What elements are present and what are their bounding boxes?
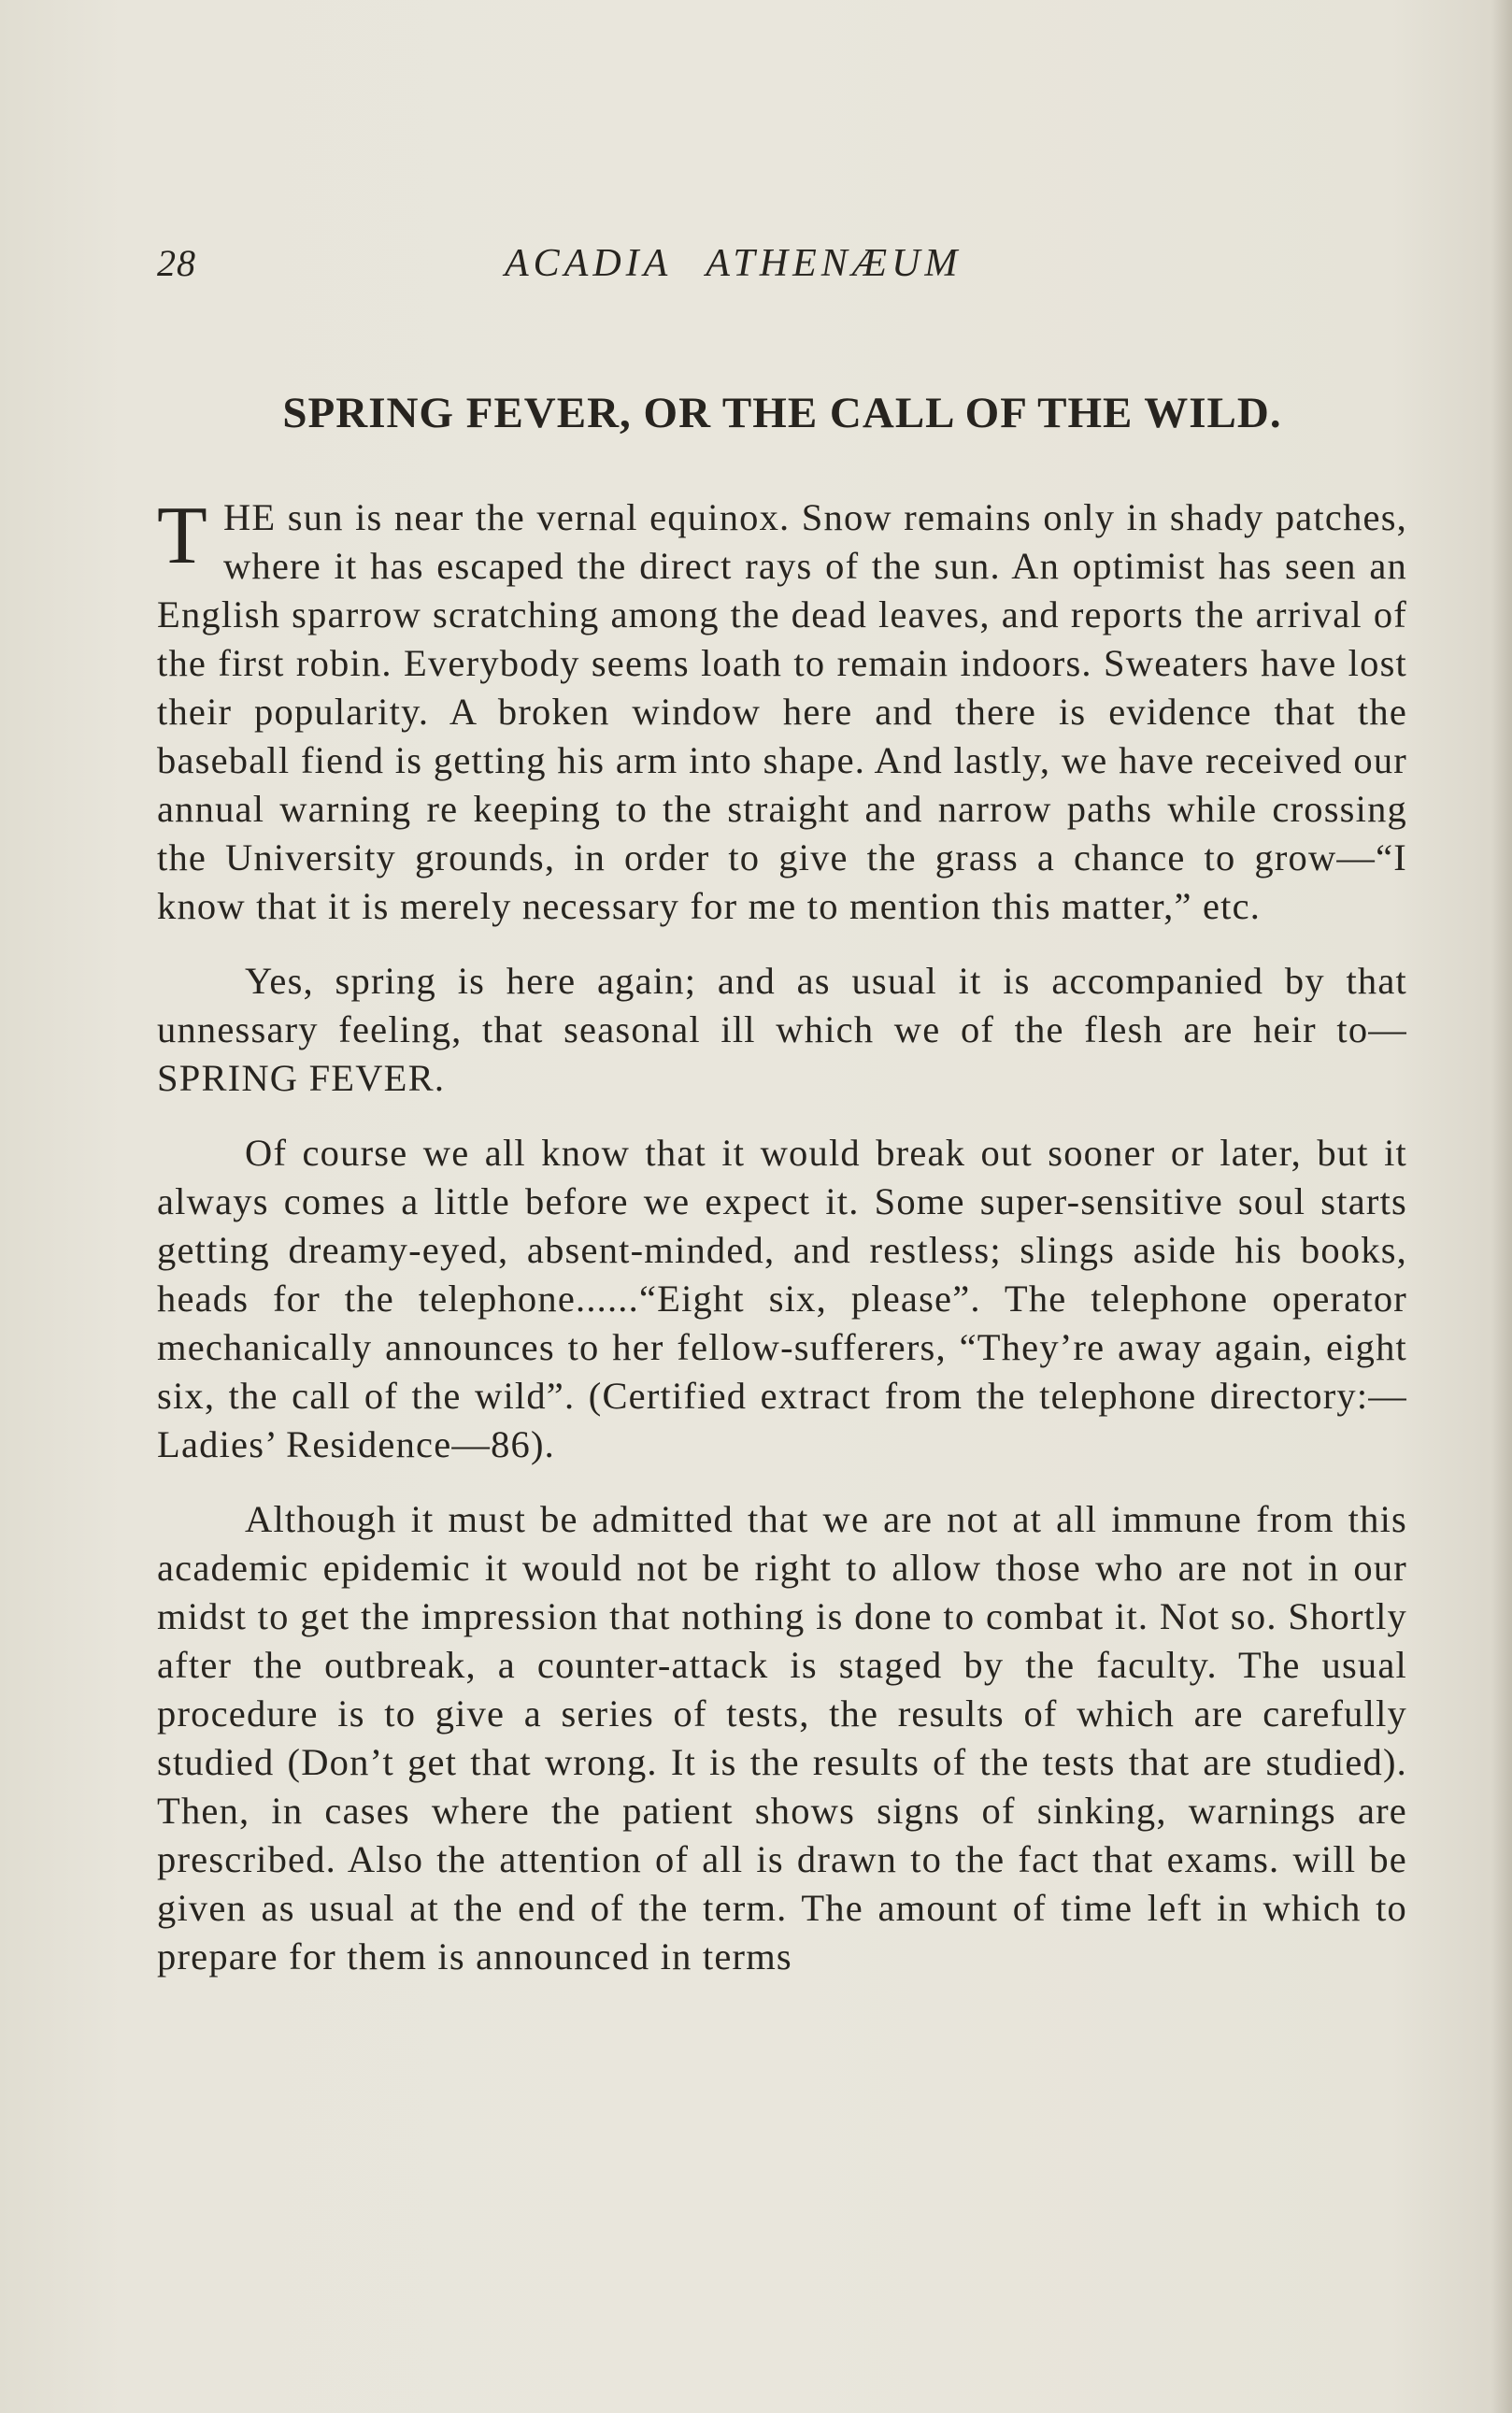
running-head <box>157 241 1407 297</box>
paragraph-4: Although it must be admitted that we are not at all immune from this academic epidemic it would not be right to allow those who are not in our midst to get the impression that nothing is done to combat it. Not so. Shortly after the outbreak, a counter-attack is staged by the faculty. The usual procedure is to give a series of tests, the results of which are carefully studied (Don’t get that wrong. It is the results of the tests that are studied). Then, in cases where the patient shows signs of sinking, warnings are prescribed. Also the attention of all is drawn to the fact that exams. will be given as usual at the end of the term. The amount of time left in which to prepare for them is announced in terms <box>157 1498 1407 1978</box>
article-body <box>157 493 1407 2007</box>
page-number: 28 <box>157 242 196 284</box>
paragraph-1 <box>157 493 1407 931</box>
drop-cap: T <box>157 491 208 581</box>
journal-title: ACADIA ATHENÆUM <box>505 242 963 285</box>
paragraph-1-text: HE sun is near the vernal equinox. Snow remains only in shady patches, where it has escaped the direct rays of the sun. An optimist has seen an English sparrow scratching among the dead leaves, and reports the arrival of the first robin. Everybody seems loath to remain indoors. Sweaters have lost their popularity. A broken window here and there is evidence that the baseball fiend is getting his arm into shape. And lastly, we have received our annual warning re keeping to the straight and narrow paths while crossing the University grounds, in order to give the grass a chance to grow—“I know that it is merely necessary for me to mention this matter,” etc. <box>157 496 1407 927</box>
paragraph-2: Yes, spring is here again; and as usual it is accompanied by that unnessary feeling, that seasonal ill which we of the flesh are heir to—SPRING FEVER. <box>157 960 1407 1099</box>
article-title: SPRING FEVER, OR THE CALL OF THE WILD. <box>282 389 1282 437</box>
paragraph-3: Of course we all know that it would break out sooner or later, but it always comes a little before we expect it. Some super-sensitive soul starts getting dreamy-eyed, absent-minded, and restless; slings aside his books, heads for the telephone......“Eight six, please”. The telephone operator mechanically announces to her fellow-sufferers, “They’re away again, eight six, the call of the wild”. (Certified extract from the telephone directory:—Ladies’ Residence—86). <box>157 1132 1407 1465</box>
page-edge-shadow <box>1491 0 1512 2413</box>
